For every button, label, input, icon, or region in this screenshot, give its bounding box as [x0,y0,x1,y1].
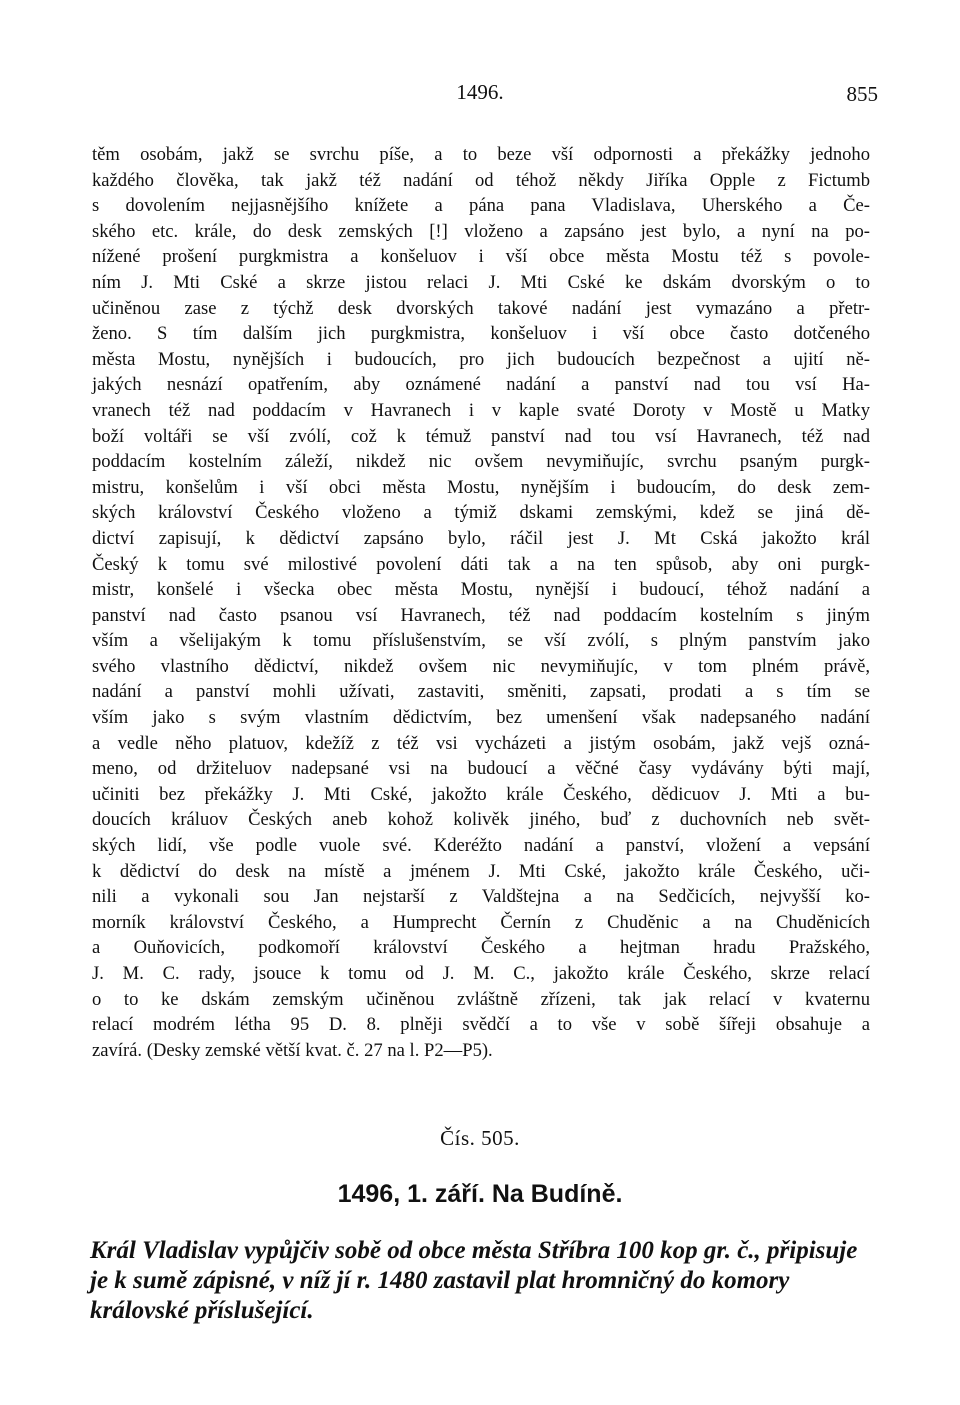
body-line: nadání a panství mohli užívati, zastaviti, směniti, zapsati, prodati a s tím se [92,681,870,703]
body-line: ženo. S tím dalším jich purgkmistra, konšeluov i vší obce často dotčeného [92,323,870,345]
body-line: boží voltáři se vší zvólí, což k témuž panství nad tou vsí Havranech, též nad [92,425,870,447]
document-number: Čís. 505. [440,1126,520,1150]
body-line: ním J. Mti Cské a skrze jistou relaci J. Mti Cské ke dskám dvorským o to [92,271,870,293]
body-line: a Ouňovicích, podkomoří království Českého a hejtman hradu Pražského, [92,937,870,959]
body-line: Český k tomu své milostivé povolení dáti tak a na ten spůsob, aby oni purgk- [92,553,870,575]
body-line: s dovolením nejjasnějšího knížete a pána pana Vladislava, Uherského a Če- [92,195,870,217]
body-line: vranech též nad poddacím v Havranech i v kaple svaté Doroty v Mostě u Matky [92,399,870,421]
body-line: o to ke dskám zemským učiněnou zvláštně zřízeni, tak jak relací v kvaternu [92,988,870,1010]
body-line: nížené prošení purgkmistra a konšeluov i vší obce města Mostu též s povole- [92,246,870,268]
body-line: mistru, konšelům i vší obci města Mostu, nynějším i budoucím, do desk zem- [92,476,870,498]
body-line: panství nad často psanou vsí Havranech, též nad poddacím kostelním s jiným [92,604,870,626]
body-line: učiniti bez překážky J. Mti Cské, jakožto krále Českého, dědicuov J. Mti a bu- [92,783,870,805]
body-line: relací modrém létha 95 D. 8. plněji svědčí a to vše v sobě šířeji obsahuje a [92,1014,870,1036]
body-line: jakých nesnází opatřením, aby oznámené nadání a panství nad tou vsí Ha- [92,374,870,396]
body-line: ských lidí, vše podle vuole své. Kderéžto nadání a panství, vložení a vepsání [92,835,870,857]
body-line: ského etc. krále, do desk zemských [!] vloženo a zapsáno jest bylo, a nyní na po- [92,220,870,242]
body-line: morník království Českého, a Humprecht Černín z Chuděnic a na Chuděnicích [92,911,870,933]
running-header-year: 1496. [456,80,504,104]
document-date-place: 1496, 1. září. Na Budíně. [337,1180,623,1208]
body-line: k dědictví do desk na místě a jménem J. Mti Cské, jakožto krále Českého, uči- [92,860,870,882]
body-line: města Mostu, nynějších i budoucích, pro jich budoucích bezpečnost a ujití ně- [92,348,870,370]
body-text [92,142,870,1063]
body-line: J. M. C. rady, jsouce k tomu od J. M. C., jakožto krále Českého, skrze relací [92,963,870,984]
body-line: mistr, konšelé i všecka obec města Mostu, nynější i budoucí, téhož nadání a [92,579,870,601]
body-line: vším a všelijakým k tomu příslušenstvím, se vší zvólí, s plným panstvím jako [92,630,870,652]
body-line: ských království Českého vloženo a týmiž dskami zemskými, kdež se jiná dě- [92,502,870,524]
document-summary: Král Vladislav vypůjčiv sobě od obce města Stříbra 100 kop gr. č., připisuje je k sumě zápisné, v níž jí r. 1480 zastavil plat hromničný do komory královské příslušející. [90,1237,858,1324]
body-line: a vedle něho platuov, kdežíž z též vsi vycházeti a jistým osobám, jakž vejš ozná- [92,732,870,754]
body-line: poddacím kostelním záleží, nikdež nic ovšem nevymiňujíc, svrchu psaným purgk- [92,451,870,473]
body-line: svého vlastního dědictví, nikdež ovšem nic nevymiňujíc, v tom plném právě, [92,655,870,677]
body-line: nili a vykonali sou Jan nejstarší z Valdštejna a na Sedčicích, nejvyšší ko- [92,886,870,908]
body-line: dictví zapisují, k dědictví zapsáno bylo, ráčil jest J. Mt Cská jakožto král [92,527,870,549]
body-line: těm osobám, jakž se svrchu píše, a to beze vší odpornosti a překážky jednoho [92,144,870,165]
body-line: meno, od držiteluov nadepsané vsi na budoucí a věčné časy vydávány býti mají, [92,758,870,780]
body-line: učiněnou zase z týchž desk dvorských takové nadání jest vymazáno a přetr- [92,297,870,319]
body-line: doucích králuov Českých aneb kohož kolivěk jiného, buď z duchovních neb svět- [92,809,870,831]
body-line: každého člověka, tak jakž též nadání od téhož někdy Jiříka Opple z Fictumb [92,169,870,191]
page-number: 855 [846,82,878,106]
body-line: zavírá. (Desky zemské větší kvat. č. 27 na l. P2—P5). [92,1039,493,1061]
body-line: vším jako s svým vlastním dědictvím, bez umenšení však nadepsaného nadání [92,707,870,729]
